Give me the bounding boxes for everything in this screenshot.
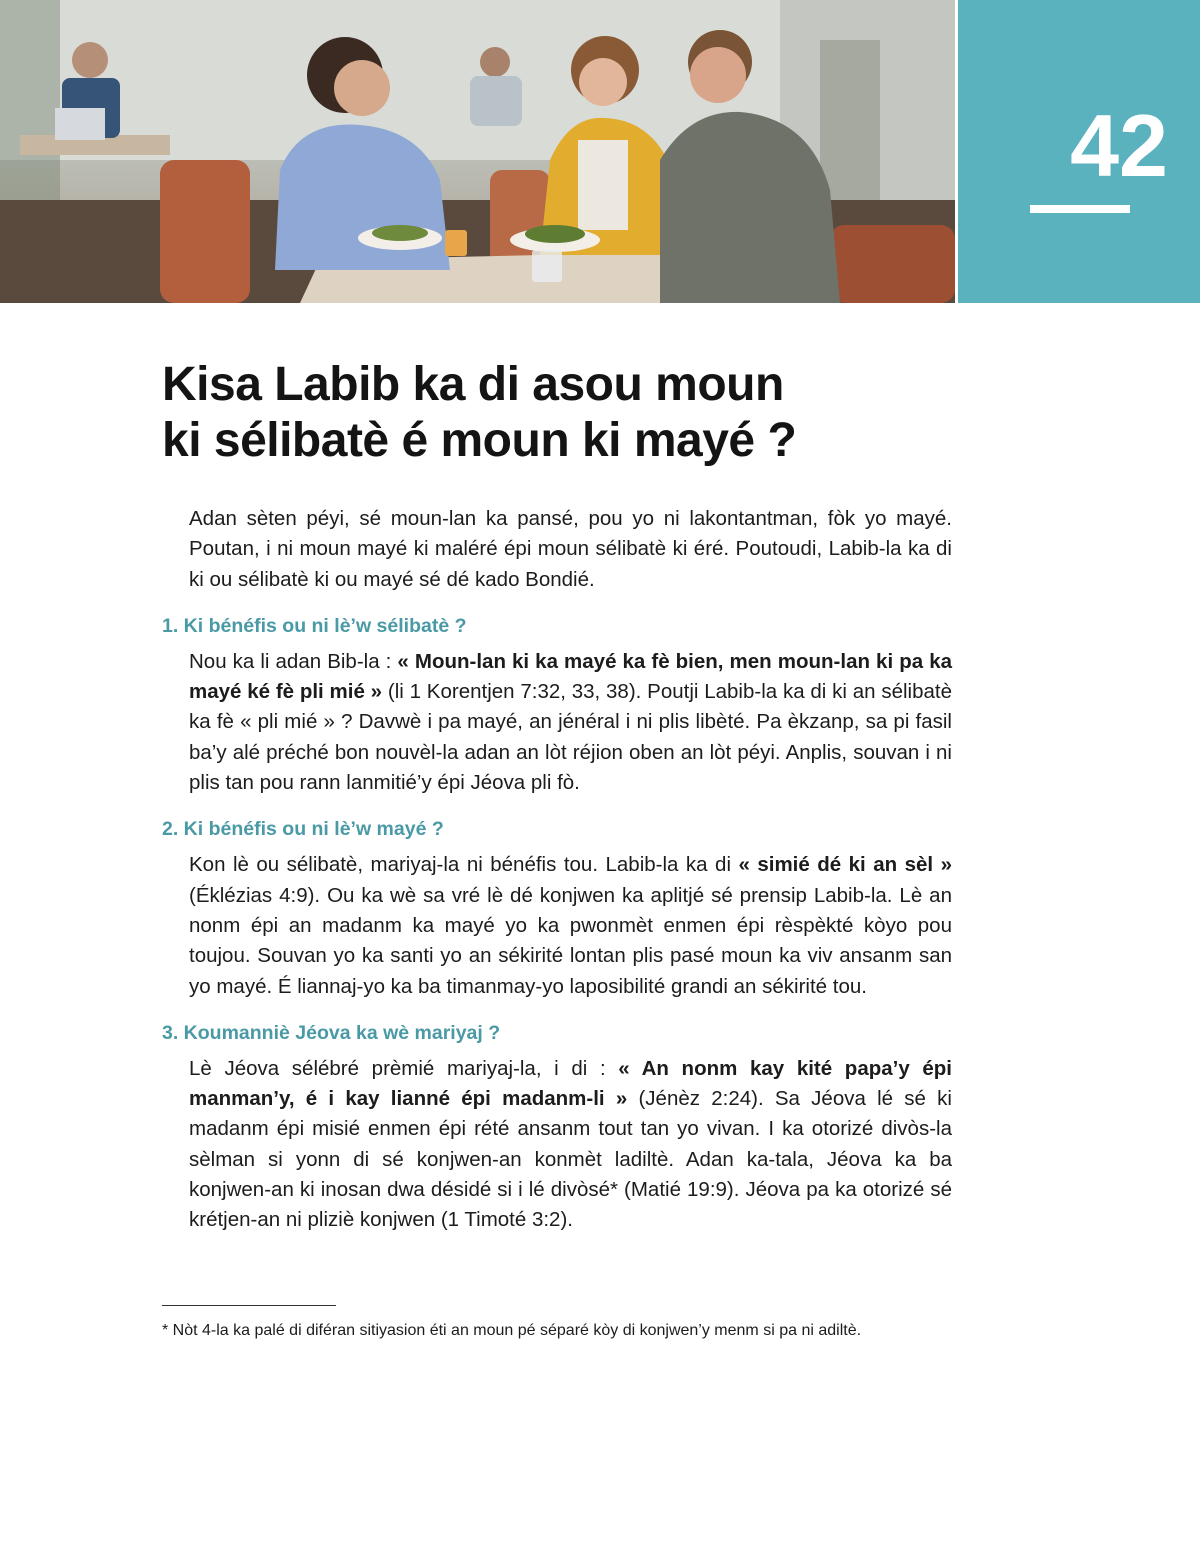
title-line-2: ki sélibatè é moun ki mayé ?	[162, 414, 797, 467]
header-photo	[0, 0, 955, 303]
lesson-number: 42	[1070, 96, 1168, 195]
section-2-text-pre: Kon lè ou sélibatè, mariyaj-la ni bénéfis tou. Labib-la ka di	[189, 853, 739, 877]
section-1-text-post: (li 1 Korentjen 7:32, 33, 38). Poutji Labib-la ka di ki an sélibatè ka fè « pli mié » ? Davwè i pa mayé, an jénéral i ni plis libèté. Pa èkzanp, sa pi fasil ba’y alé préché bon nouvèl-la adan an lòt réjion oben an lòt péyi. Anplis, souvan i ni plis tan pou rann lanmitié’y épi Jéova pli fò.	[189, 680, 952, 795]
section-3-heading: 3. Koumanniè Jéova ka wè mariyaj ?	[162, 1021, 501, 1044]
page-title	[162, 357, 1062, 469]
section-2-heading: 2. Ki bénéfis ou ni lè’w mayé ?	[162, 818, 444, 841]
section-2-text-post: (Éklézias 4:9). Ou ka wè sa vré lè dé konjwen ka aplitjé sé prensip Labib-la. Lè an nonm épi an madanm ka mayé yo ka pwonmèt enmen épi rèspèkté kòyo pou toujou. Souvan yo ka santi yo an sékirité lontan plis pasé moun ka viv ansanm san yo mayé. É liannaj-yo ka ba timanmay-yo laposibilité grandi an sékirité tou.	[189, 883, 952, 998]
section-2-paragraph	[189, 850, 952, 1001]
section-1-text-pre: Nou ka li adan Bib-la :	[189, 649, 398, 673]
footnote: * Nòt 4-la ka palé di diféran sitiyasion éti an moun pé séparé kòy di konjwen’y menm si pa ni adiltè.	[162, 1322, 862, 1339]
section-1-paragraph	[189, 647, 952, 798]
lesson-number-panel	[958, 0, 1200, 303]
section-3-text-pre: Lè Jéova sélébré prèmié mariyaj-la, i di :	[189, 1056, 619, 1080]
lesson-number-underline	[1030, 205, 1130, 213]
section-1-quote: « Moun-lan ki ka mayé ka fè bien, men moun-lan ki pa ka mayé ké fè pli mié »	[189, 649, 952, 704]
section-2-quote: « simié dé ki an sèl »	[738, 853, 953, 877]
lesson-content	[162, 504, 952, 1236]
section-3-quote: « An nonm kay kité papa’y épi manman’y, é i kay lianné épi madanm-li »	[189, 1056, 953, 1111]
title-line-1: Kisa Labib ka di asou moun	[162, 358, 784, 411]
section-1-heading: 1. Ki bénéfis ou ni lè’w sélibatè ?	[162, 614, 467, 637]
section-3-text-post: (Jénèz 2:24). Sa Jéova lé sé ki madanm épi misié enmen épi rété ansanm tout tan yo vivan. I ka otorizé divòs-la sèlman si yonn di sé konjwen-an konmèt ladiltè. Adan ka-tala, Jéova ka ba konjwen-an ki inosan dwa désidé si i lé divòsé* (Matié 19:9). Jéova pa ka otorizé sé krétjen-an ni pliziè konjwen (1 Timoté 3:2).	[189, 1087, 952, 1232]
section-3-paragraph	[189, 1054, 952, 1236]
cafe-scene-illustration	[0, 0, 955, 303]
intro-paragraph: Adan sèten péyi, sé moun-lan ka pansé, pou yo ni lakontantman, fòk yo mayé. Poutan, i ni moun mayé ki maléré épi moun sélibatè ki éré. Poutoudi, Labib-la ka di ki ou sélibatè ki ou mayé sé dé kado Bondié.	[189, 507, 952, 591]
footnote-divider	[162, 1305, 336, 1306]
